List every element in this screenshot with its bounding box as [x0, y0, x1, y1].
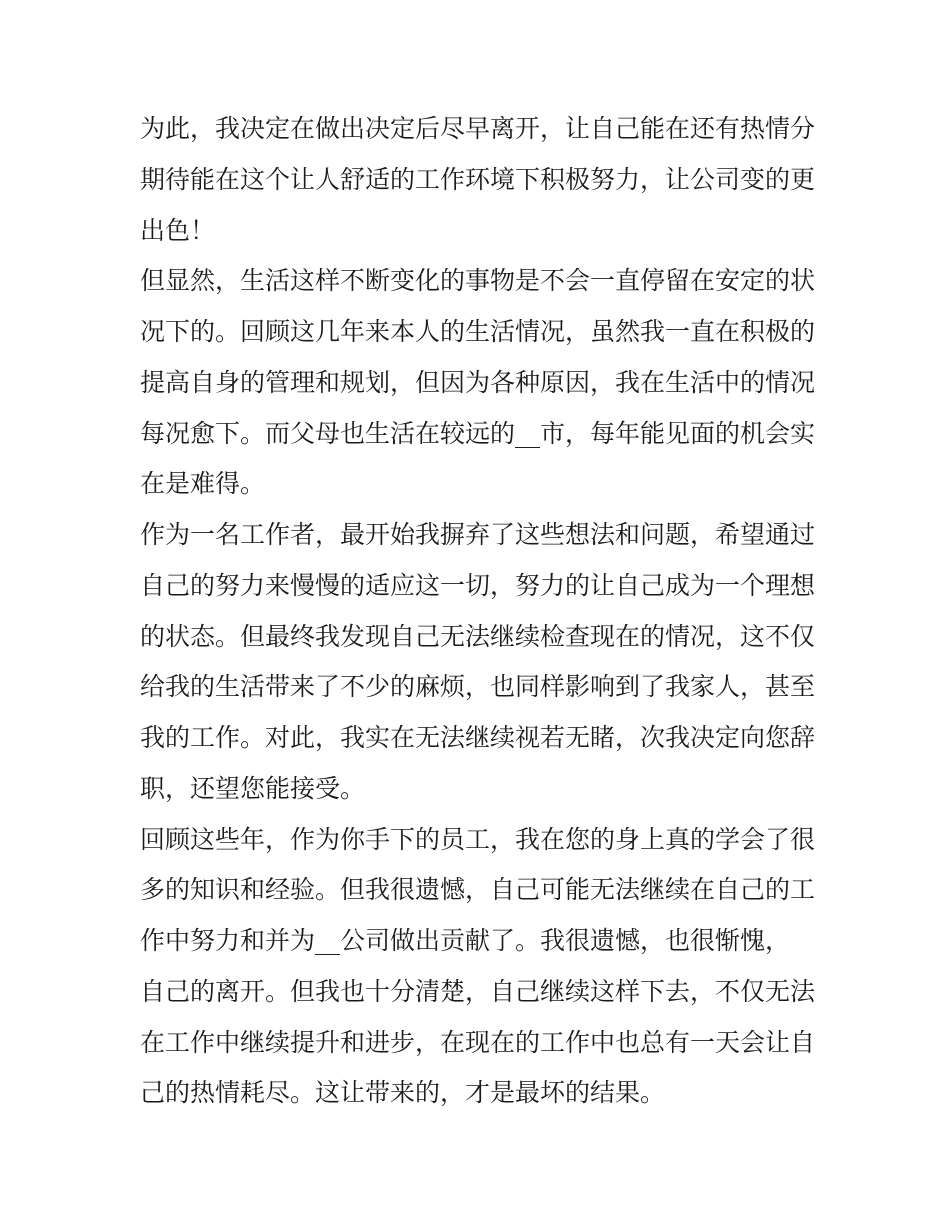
- text-line: 期待能在这个让人舒适的工作环境下积极努力，让公司变的更: [140, 164, 816, 194]
- text-line: 提高自身的管理和规划，但因为各种原因，我在生活中的情况: [140, 367, 816, 397]
- text-line: 出色！: [140, 215, 216, 245]
- text-line: 自己的离开。但我也十分清楚，自己继续这样下去，不仅无法: [140, 976, 816, 1006]
- text-line: 职，还望您能接受。: [140, 773, 366, 803]
- text-line: 回顾这些年，作为你手下的员工，我在您的身上真的学会了很: [140, 824, 816, 854]
- text-line: 在是难得。: [140, 469, 266, 499]
- text-line: 己的热情耗尽。这让带来的，才是最坏的结果。: [140, 1078, 666, 1108]
- text-line: 在工作中继续提升和进步，在现在的工作中也总有一天会让自: [140, 1027, 816, 1057]
- document-body: [140, 104, 820, 1119]
- text-line: 但显然，生活这样不断变化的事物是不会一直停留在安定的状: [140, 266, 816, 296]
- text-line: 自己的努力来慢慢的适应这一切，努力的让自己成为一个理想: [140, 570, 816, 600]
- text-line: 为此，我决定在做出决定后尽早离开，让自己能在还有热情分: [140, 114, 816, 143]
- text-line: 多的知识和经验。但我很遗憾，自己可能无法继续在自己的工: [140, 875, 816, 905]
- text-line: 给我的生活带来了不少的麻烦，也同样影响到了我家人，甚至: [140, 672, 816, 702]
- text-line: 我的工作。对此，我实在无法继续视若无睹，次我决定向您辞: [140, 723, 816, 752]
- text-line: 每况愈下。而父母也生活在较远的__市，每年能见面的机会实: [140, 418, 816, 448]
- text-line: 的状态。但最终我发现自己无法继续检查现在的情况，这不仅: [140, 621, 816, 651]
- text-line: 况下的。回顾这几年来本人的生活情况，虽然我一直在积极的: [140, 317, 816, 346]
- text-line: 作为一名工作者，最开始我摒弃了这些想法和问题，希望通过: [140, 520, 816, 549]
- text-line: 作中努力和并为__公司做出贡献了。我很遗憾，也很惭愧，: [140, 926, 791, 955]
